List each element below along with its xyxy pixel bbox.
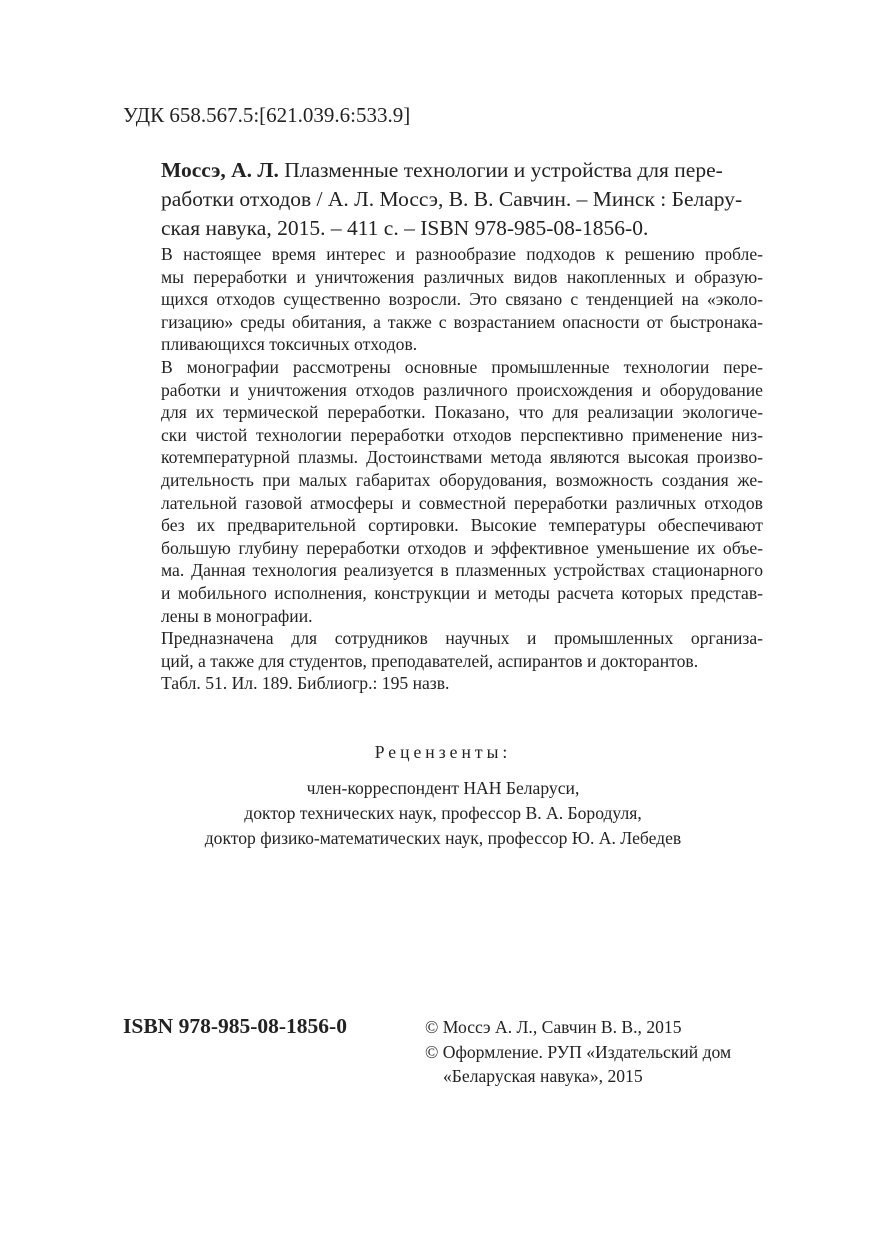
abstract-line: В монографии рассмотрены основные промышленные технологии пере- [161, 356, 763, 377]
abstract-line: работки и уничтожения отходов различного происхождения и оборудование [161, 379, 763, 400]
abstract-line: без их предварительной сортировки. Высокие температуры обеспечивают [161, 515, 763, 536]
copyright-line-1: © Моссэ А. Л., Савчин В. В., 2015 [425, 1017, 682, 1037]
reviewer-line-2: доктор технических наук, профессор В. А. Бородуля, [244, 803, 642, 823]
abstract-paragraph-3 [161, 627, 763, 672]
abstract-paragraph-1 [161, 243, 763, 356]
isbn-number: ISBN 978-985-08-1856-0 [123, 1014, 347, 1038]
citation-title-part: Плазменные технологии и устройства для пере- [284, 158, 723, 182]
copyright-line-3: «Беларуская навука», 2015 [443, 1066, 643, 1086]
abstract-line: лены в монографии. [161, 605, 313, 626]
citation-line-2: работки отходов / А. Л. Моссэ, В. В. Савчин. – Минск : Белару- [161, 187, 743, 211]
abstract-line: большую глубину переработки отходов и эффективное уменьшение их объе- [161, 537, 763, 558]
udk-code: УДК 658.567.5:[621.039.6:533.9] [123, 103, 411, 127]
abstract-stats: Табл. 51. Ил. 189. Библиогр.: 195 назв. [161, 673, 450, 694]
abstract-line: В настоящее время интерес и разнообразие подходов к решению пробле- [161, 244, 763, 264]
citation-line-1 [161, 156, 763, 185]
abstract-line: ма. Данная технология реализуется в плазменных устройствах стационарного [161, 560, 763, 581]
abstract-line: и мобильного исполнения, конструкции и методы расчета которых представ- [161, 582, 763, 603]
abstract-line: пливающихся токсичных отходов. [161, 334, 418, 355]
abstract-line: гизацию» среды обитания, а также с возрастанием опасности от быстронака- [161, 311, 763, 332]
abstract-paragraph-2 [161, 356, 763, 627]
reviewer-line-1: член-корреспондент НАН Беларуси, [306, 778, 580, 798]
reviewers-block [123, 740, 763, 851]
abstract-line: для их термической переработки. Показано, что для реализации экологиче- [161, 402, 763, 423]
abstract-line: ций, а также для студентов, преподавателей, аспирантов и докторантов. [161, 650, 699, 671]
reviewers-heading: Рецензенты: [374, 742, 512, 762]
abstract-line: ски чистой технологии переработки отходов перспективно применение низ- [161, 424, 763, 445]
copyright-line-2: © Оформление. РУП «Издательский дом [425, 1041, 732, 1062]
abstract-line: котемпературной плазмы. Достоинствами метода являются высокая произво- [161, 447, 763, 468]
abstract-line: лательной газовой атмосферы и совместной переработки различных отходов [161, 492, 763, 513]
citation-line-3: ская навука, 2015. – 411 с. – ISBN 978-985-08-1856-0. [161, 216, 649, 240]
reviewer-line-3: доктор физико-математических наук, профессор Ю. А. Лебедев [204, 828, 682, 848]
citation-author: Моссэ, А. Л. [161, 158, 279, 182]
abstract-line: дительность при малых габаритах оборудования, возможность создания же- [161, 469, 763, 490]
abstract-line: щихся отходов существенно возросли. Это связано с тенденцией на «эколо- [161, 289, 763, 310]
abstract-line: Предназначена для сотрудников научных и промышленных организа- [161, 628, 763, 649]
abstract [161, 243, 763, 695]
bibliographic-citation [161, 156, 763, 243]
copyright-block [425, 1015, 731, 1089]
abstract-line: мы переработки и уничтожения различных видов накопленных и образую- [161, 266, 763, 287]
